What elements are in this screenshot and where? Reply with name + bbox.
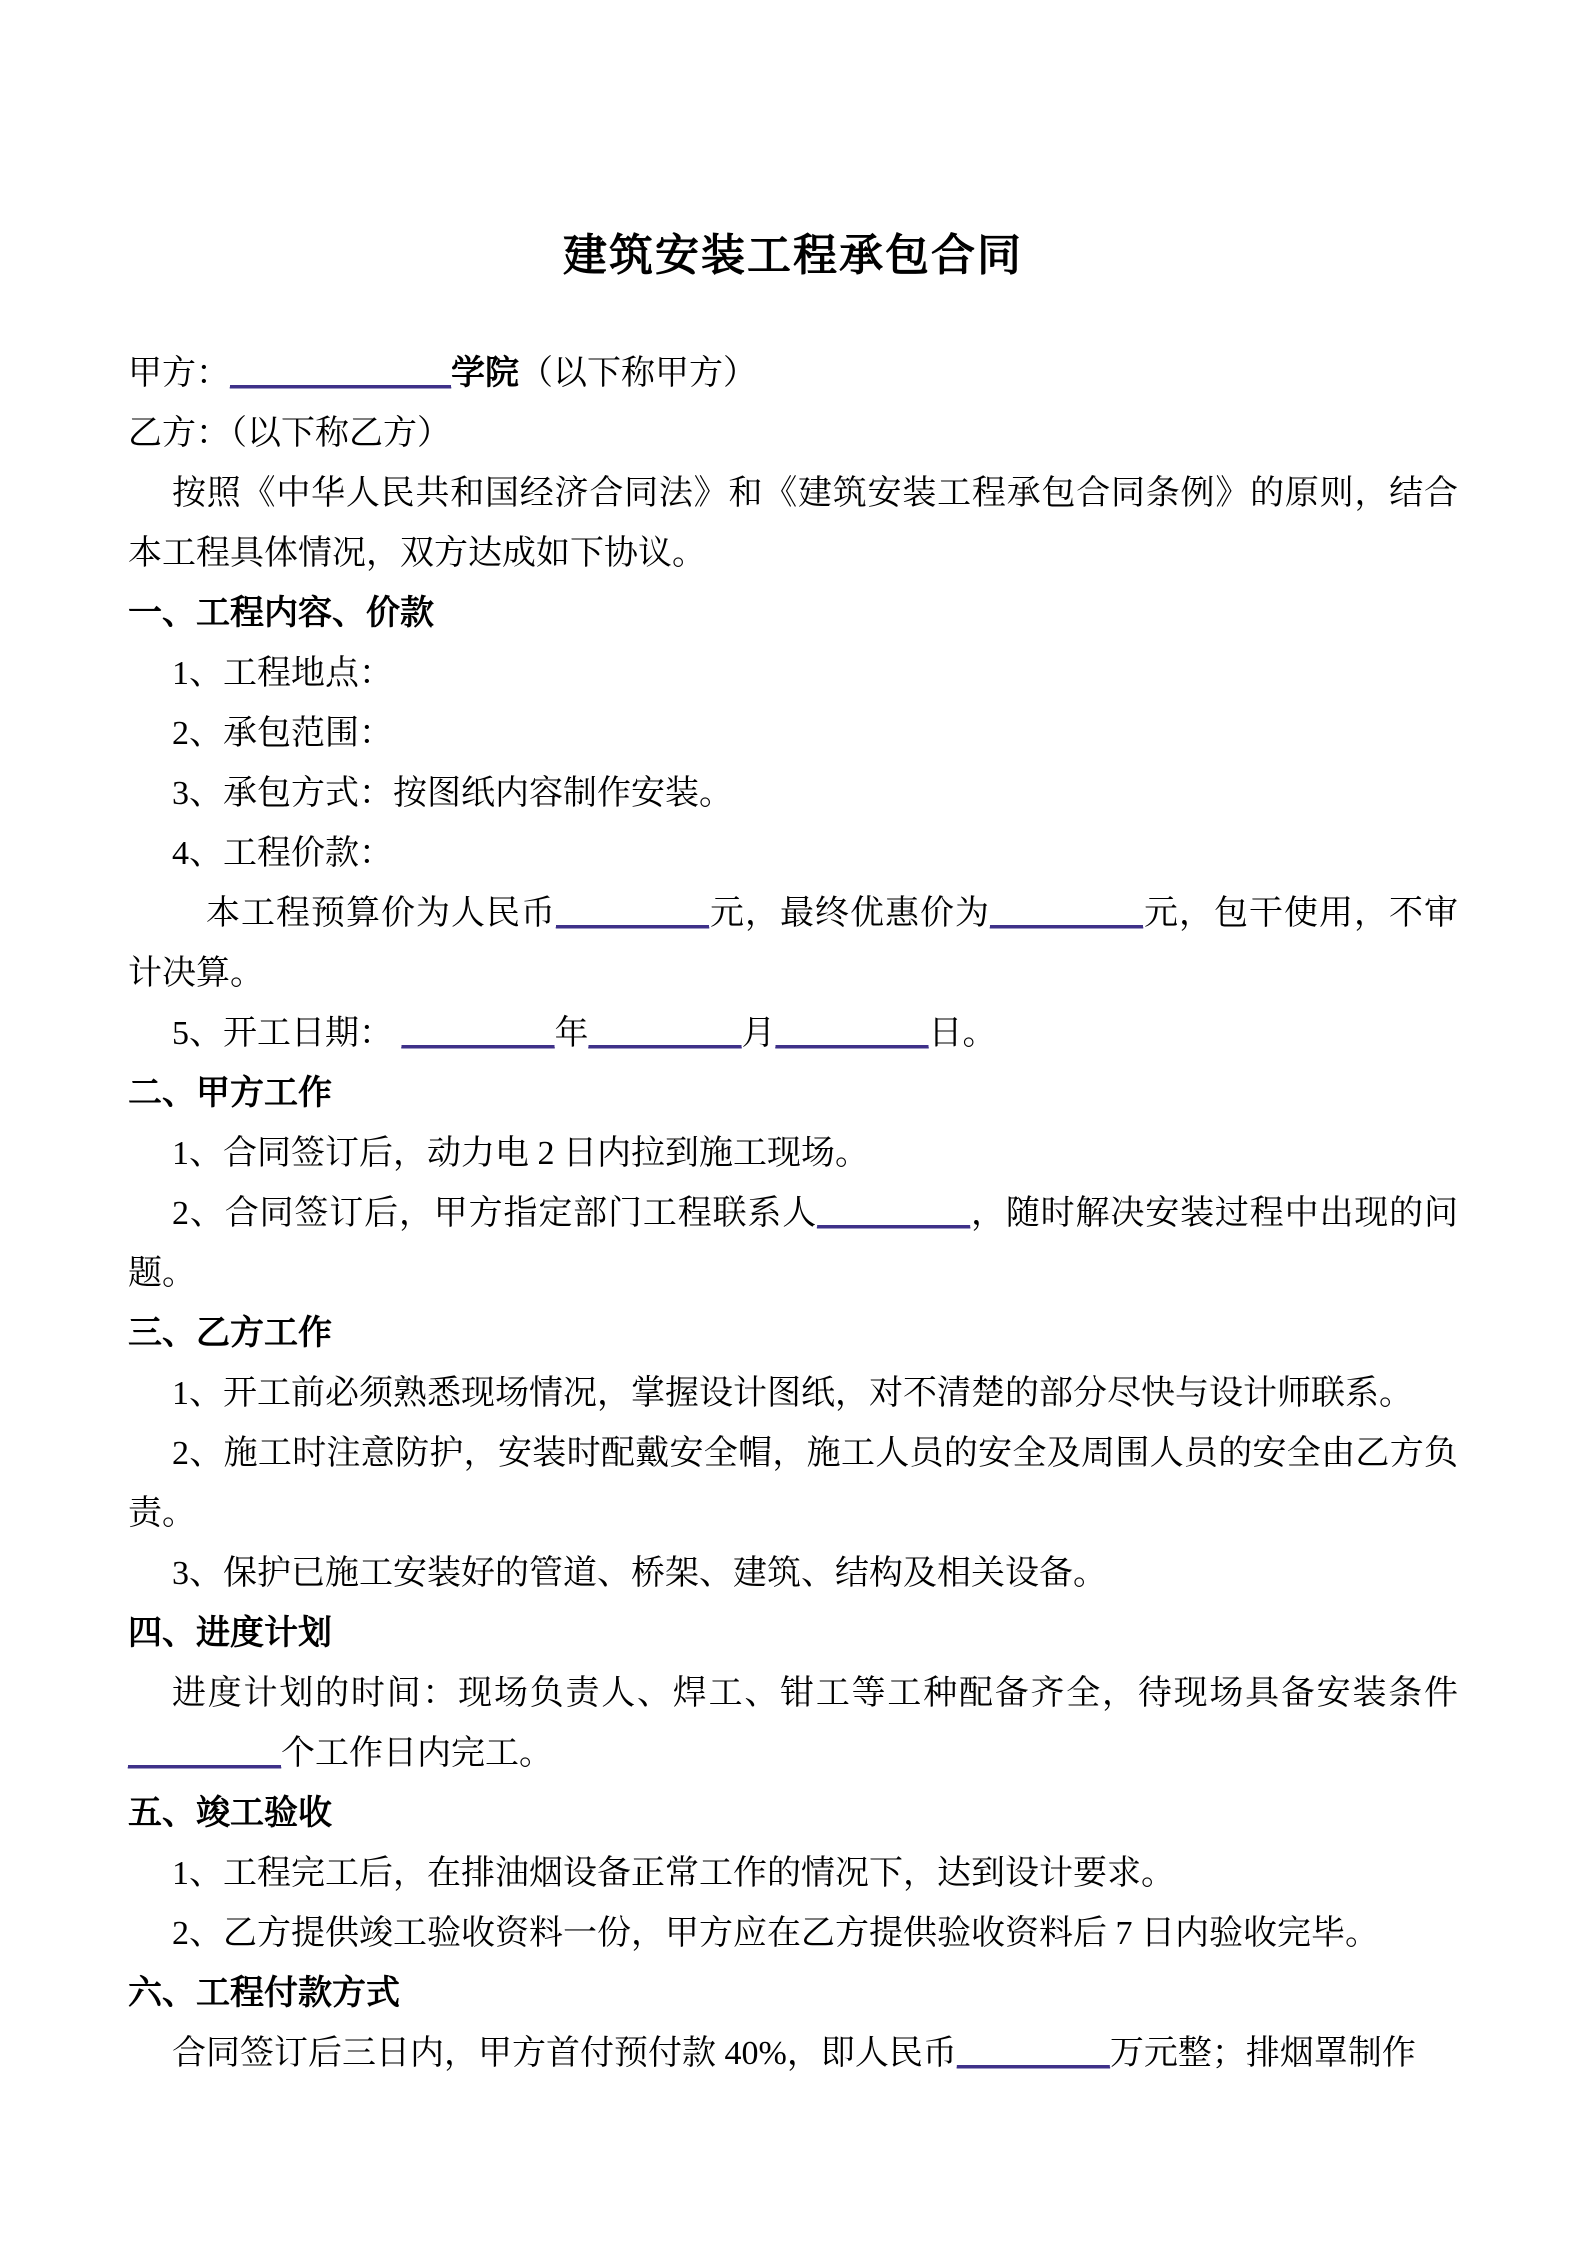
sections-container	[128, 584, 1458, 2084]
contract-section	[128, 1784, 1458, 1964]
clause-text: 进度计划的时间：现场负责人、焊工、钳工等工种配备齐全，待现场具备安装条件_________个工作日内完工。	[128, 1675, 1458, 1772]
clause-text: 4、工程价款：	[172, 835, 393, 872]
blank-field: _________	[556, 895, 709, 932]
blank-field: _________	[817, 1195, 971, 1232]
clause-text: 1、合同签订后，动力电 2 日内拉到施工现场。	[172, 1135, 869, 1172]
blank-field: _________	[775, 1015, 929, 1052]
clause-text: 2、乙方提供竣工验收资料一份，甲方应在乙方提供验收资料后 7 日内验收完毕。	[172, 1915, 1379, 1952]
clause-text: 5、开工日期： _________年_________月_________日。	[172, 1015, 997, 1052]
section-heading: 三、乙方工作	[128, 1315, 332, 1352]
blank-field: _________	[588, 1015, 742, 1052]
section-heading: 二、甲方工作	[128, 1075, 332, 1112]
section-heading: 六、工程付款方式	[128, 1975, 400, 2012]
clause-text: 3、保护已施工安装好的管道、桥架、建筑、结构及相关设备。	[172, 1555, 1107, 1592]
clause-text: 合同签订后三日内，甲方首付预付款 40%，即人民币_________万元整；排烟罩制作	[172, 2035, 1416, 2072]
document-title: 建筑安装工程承包合同	[563, 231, 1023, 280]
clause-text: 3、承包方式：按图纸内容制作安装。	[172, 775, 733, 812]
blank-field: _________	[990, 895, 1143, 932]
clause-text: 2、承包范围：	[172, 715, 393, 752]
blank-field: _________	[956, 2035, 1110, 2072]
party-a-suffix: （以下称甲方）	[519, 355, 757, 392]
contract-section	[128, 1604, 1458, 1784]
contract-section	[128, 1964, 1458, 2084]
contract-section	[128, 584, 1458, 1064]
party-a-line	[128, 344, 1458, 404]
party-a-name: 学院	[451, 355, 519, 392]
clause-text: 2、合同签订后，甲方指定部门工程联系人_________，随时解决安装过程中出现的问题。	[128, 1195, 1459, 1292]
party-a-blank-field: _____________	[230, 355, 451, 392]
contract-section	[128, 1064, 1458, 1304]
clause-text: 1、工程完工后，在排油烟设备正常工作的情况下，达到设计要求。	[172, 1855, 1175, 1892]
section-heading: 四、进度计划	[128, 1615, 332, 1652]
party-a-label: 甲方：	[128, 355, 230, 392]
section-heading: 五、竣工验收	[128, 1795, 332, 1832]
clause-text: 本工程预算价为人民币_________元，最终优惠价为_________元，包干使用，不审计决算。	[128, 895, 1458, 992]
section-heading: 一、工程内容、价款	[128, 595, 434, 632]
party-b-line: 乙方：（以下称乙方）	[128, 415, 451, 452]
clause-text: 1、工程地点：	[172, 655, 393, 692]
intro-paragraph: 按照《中华人民共和国经济合同法》和《建筑安装工程承包合同条例》的原则，结合本工程具体情况，双方达成如下协议。	[128, 475, 1458, 572]
blank-field: _________	[128, 1735, 281, 1772]
clause-text: 2、施工时注意防护，安装时配戴安全帽，施工人员的安全及周围人员的安全由乙方负责。	[128, 1435, 1458, 1532]
contract-section	[128, 1304, 1458, 1604]
blank-field: _________	[401, 1015, 555, 1052]
clause-text: 1、开工前必须熟悉现场情况，掌握设计图纸，对不清楚的部分尽快与设计师联系。	[172, 1375, 1413, 1412]
